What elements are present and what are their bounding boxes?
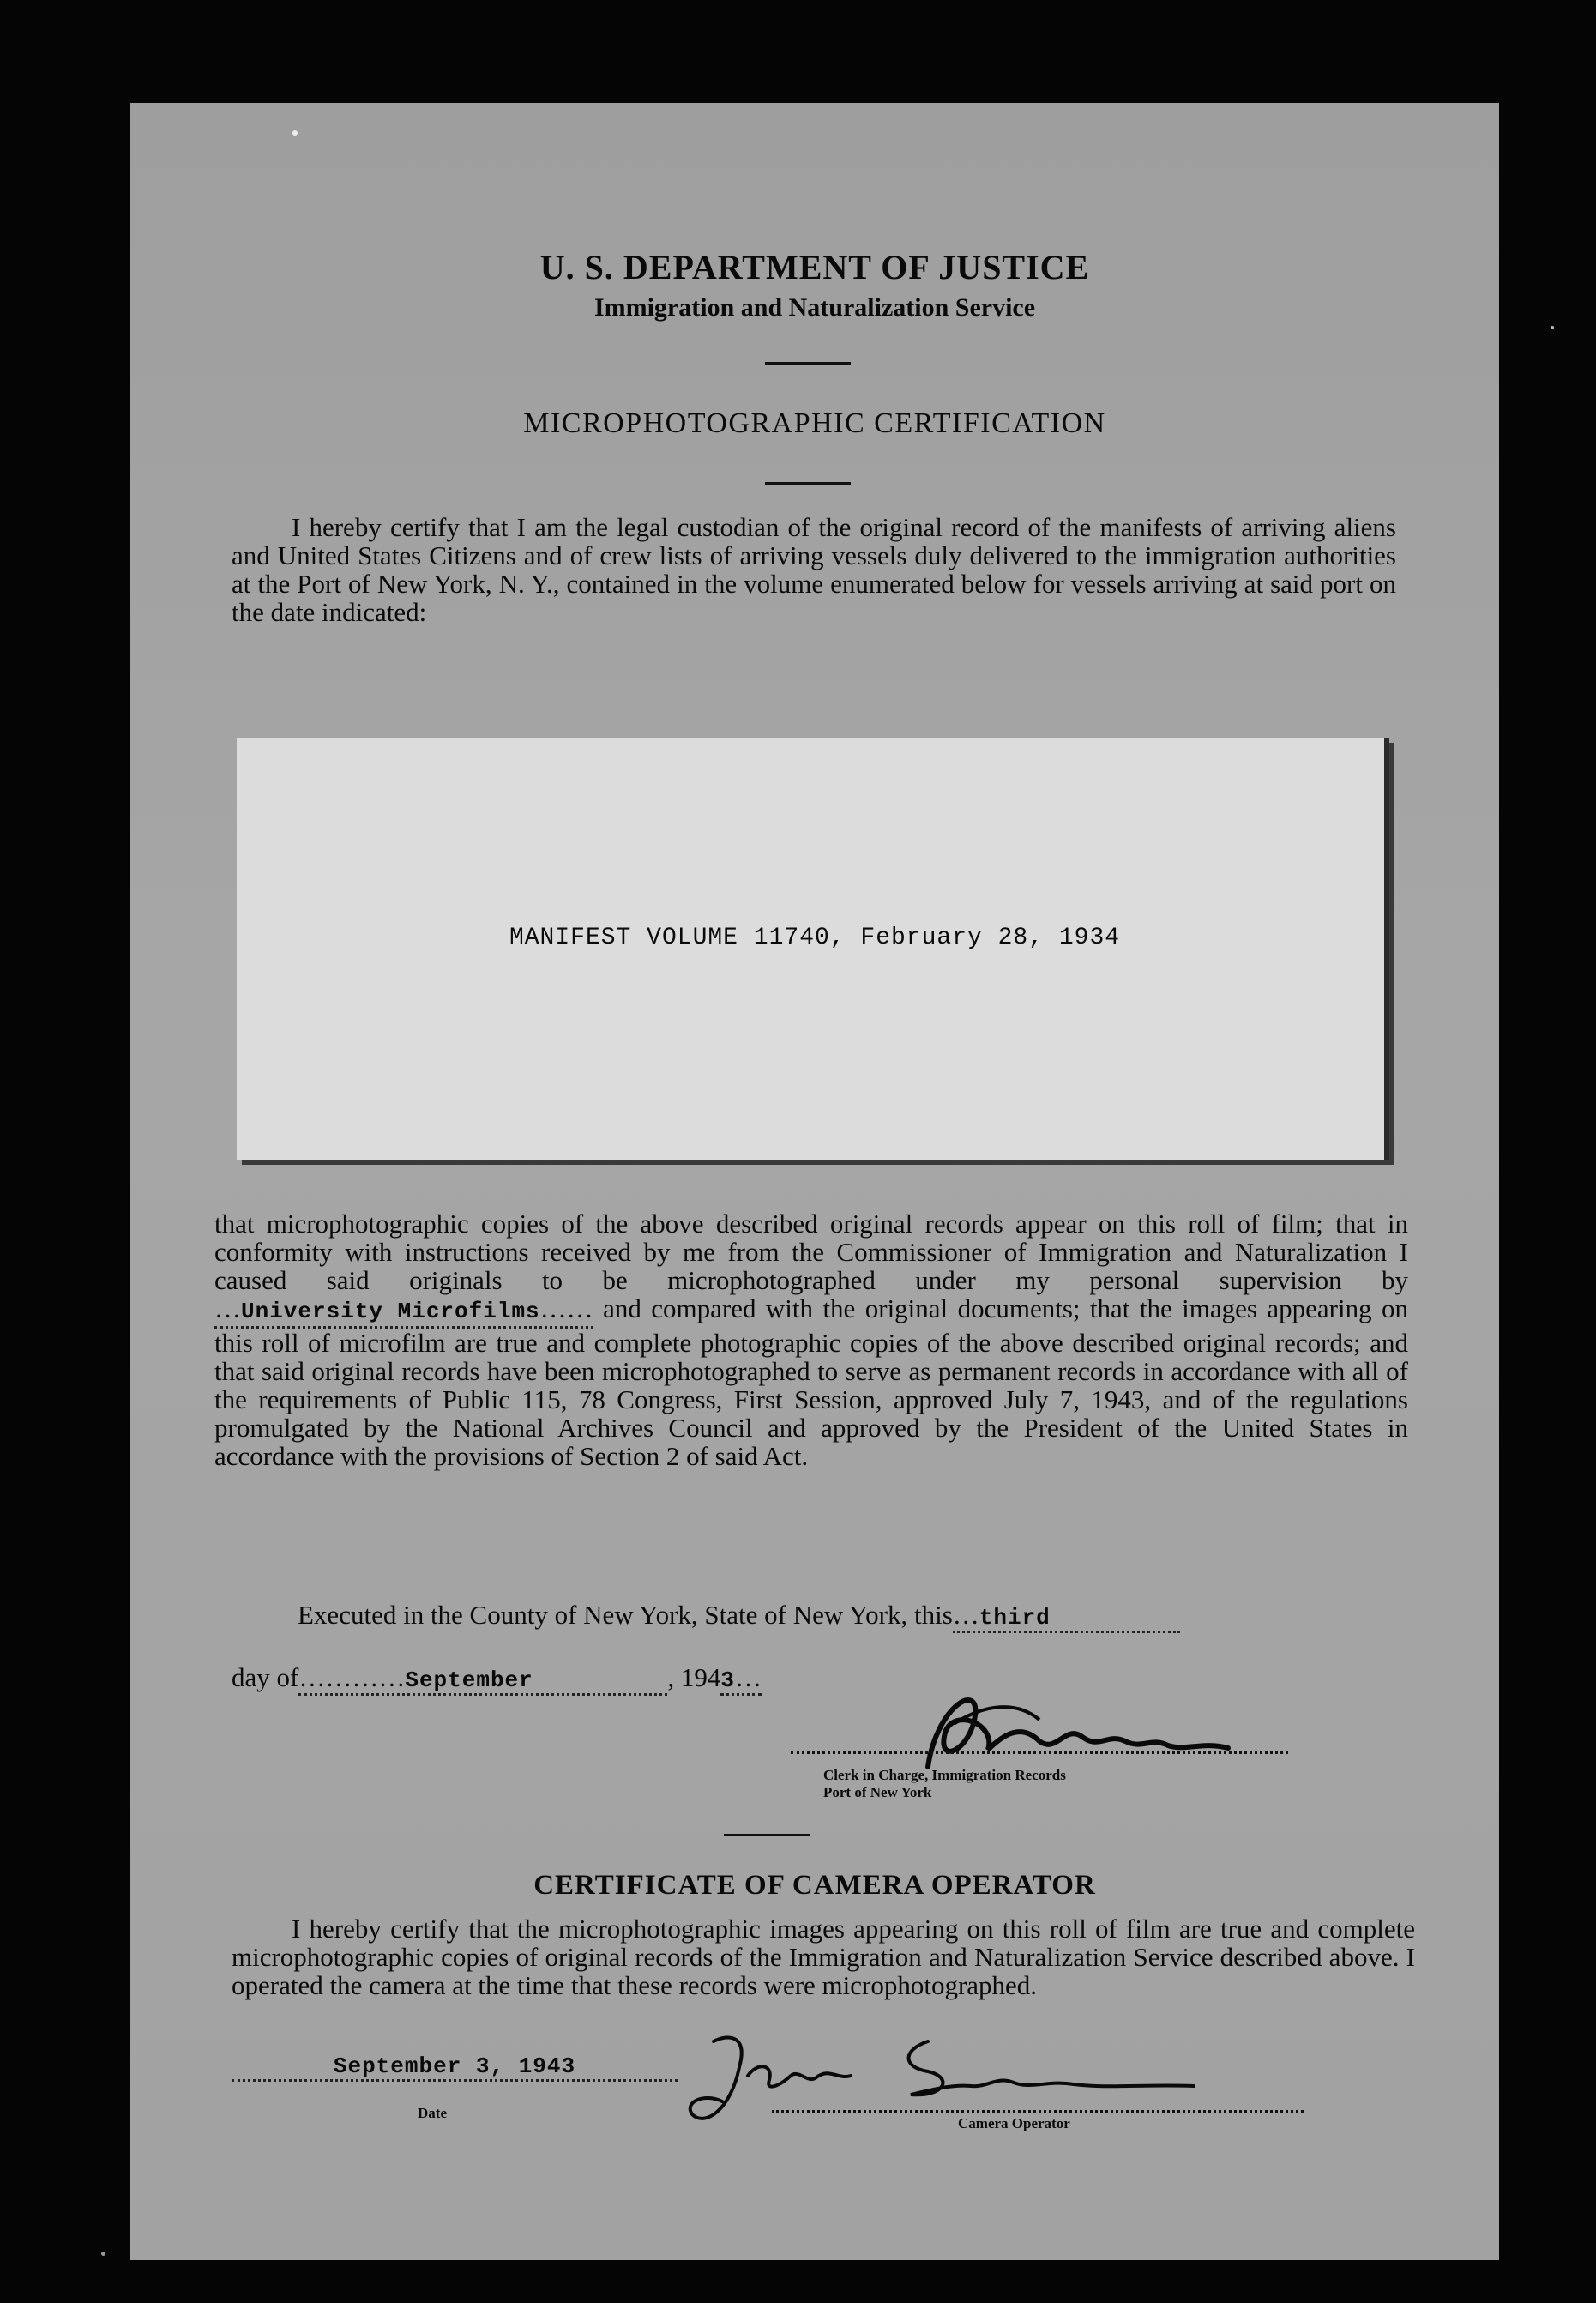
execution-day-value: third (979, 1605, 1051, 1631)
day-of-label: day of (232, 1662, 299, 1692)
filmed-by-value: University Microfilms (241, 1299, 540, 1324)
manifest-volume-label: MANIFEST VOLUME 11740, February 28, 1934 (509, 925, 1121, 951)
divider-rule (765, 482, 851, 485)
execution-month-value: September (405, 1667, 533, 1693)
clerk-title-line1: Clerk in Charge, Immigration Records (823, 1767, 1066, 1783)
film-speck (292, 130, 298, 136)
camera-operator-signature-line (772, 2110, 1304, 2113)
intro-paragraph (232, 513, 1396, 626)
execution-date-line: day of…………September , 1943… (232, 1662, 762, 1696)
camera-date-line (232, 2048, 678, 2082)
divider-rule (724, 1834, 810, 1836)
certification-text-part2: and compared with the original documents; that the images appearing on this roll of microfilm are true and complete photographic copies of the above described original records; and that said original records have been microphotographed to serve as permanent records in accordance with all of the requirements of Public 115, 78 Congress, First Session, approved July 7, 1943, and of the regulations promulgated by the National Archives Council and approved by the President of the United States in accordance with the provisions of Section 2 of said Act. (214, 1293, 1409, 1471)
camera-operator-signature (645, 2016, 1245, 2144)
camera-operator-heading: CERTIFICATE OF CAMERA OPERATOR (533, 1870, 1096, 1901)
camera-date-value: September 3, 1943 (333, 2053, 576, 2079)
certification-paragraph: that microphotographic copies of the above described original records appear on this roll of film; that in conformity with instructions received by me from the Commissioner of Immigration and Naturalization I caused said originals to be microphotographed under my personal supervision by…University Microfilms…… and compared with the original documents; that the images appearing on this roll of microfilm are true and complete photographic copies of the above described original records; and that said original records have been microphotographed to serve as permanent records in accordance with all of the requirements of Public 115, 78 Congress, First Session, approved July 7, 1943, and of the regulations promulgated by the National Archives Council and approved by the President of the United States in accordance with the provisions of Section 2 of said Act. (214, 1209, 1409, 1471)
execution-line: Executed in the County of New York, State of New York, this…third (298, 1600, 1180, 1633)
year-prefix: , 194 (667, 1662, 721, 1692)
execution-prefix: Executed in the County of New York, State of New York, this (298, 1600, 953, 1630)
certification-text-part1: that microphotographic copies of the above described original records appear on this roll of film; that in conformity with instructions received by me from the Commissioner of Immigration and Naturalization I caused said originals to be microphotographed under my personal supervision by (214, 1209, 1408, 1295)
film-speck (1551, 326, 1554, 329)
certificate-page (130, 103, 1499, 2260)
camera-operator-text: I hereby certify that the microphotographic images appearing on this roll of film are true and complete microphotographic copies of original records of the Immigration and Naturalization Service described above. I operated the camera at the time that these records were microphotographed. (232, 1914, 1415, 2000)
execution-year-digit: 3 (720, 1667, 735, 1693)
clerk-title-line2: Port of New York (823, 1784, 932, 1800)
film-speck (101, 2252, 105, 2256)
department-heading: U. S. DEPARTMENT OF JUSTICE (539, 248, 1090, 286)
divider-rule (765, 362, 851, 365)
date-label: Date (418, 2105, 447, 2121)
intro-paragraph-text: I hereby certify that I am the legal custodian of the original record of the manifests of arriving aliens and United States Citizens and of crew lists of arriving vessels duly delivered to the immigration authorities at the Port of New York, N. Y., contained in the volume enumerated below for vessels arriving at said port on the date indicated: (232, 512, 1396, 627)
camera-operator-paragraph (232, 1914, 1415, 1999)
clerk-signature-line (791, 1751, 1288, 1754)
service-subheading: Immigration and Naturalization Service (593, 293, 1036, 322)
certification-title: MICROPHOTOGRAPHIC CERTIFICATION (523, 407, 1106, 439)
camera-operator-label: Camera Operator (958, 2115, 1070, 2131)
